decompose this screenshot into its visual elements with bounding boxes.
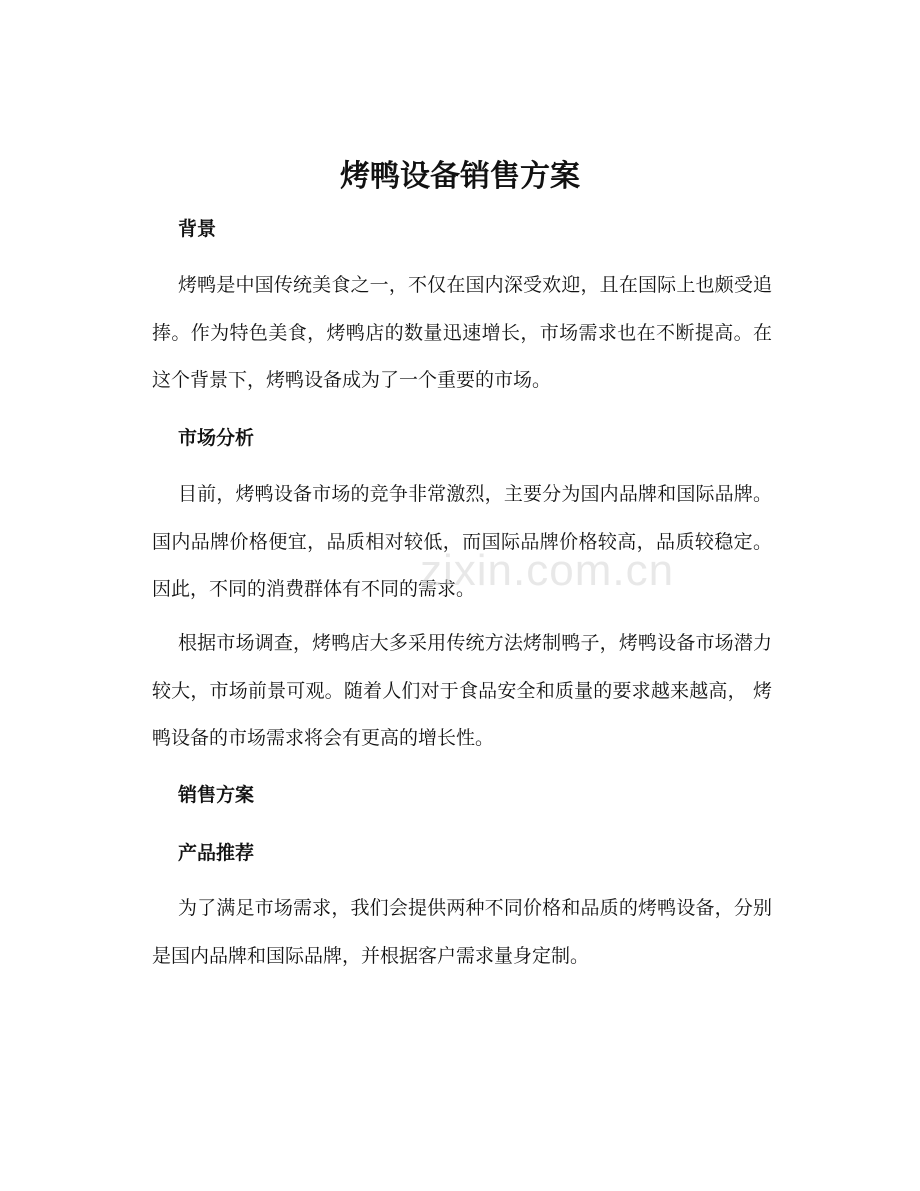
section-heading-sales-plan: 销售方案 [178,784,255,806]
section-heading-background: 背景 [178,218,217,240]
paragraph-market-analysis-1: 目前，烤鸭设备市场的竞争非常激烈，主要分为国内品牌和国际品牌。国内品牌价格便宜，品质相对较低，而国际品牌价格较高，品质较稳定。因此，不同的消费群体有不同的需求。 [152,483,772,600]
document-title: 烤鸭设备销售方案 [340,159,580,194]
section-heading-market-analysis: 市场分析 [178,427,255,449]
section-heading-product-recommendation: 产品推荐 [178,842,255,864]
paragraph-background: 烤鸭是中国传统美食之一，不仅在国内深受欢迎，且在国际上也颇受追捧。作为特色美食，烤鸭店的数量迅速增长，市场需求也在不断提高。在这个背景下，烤鸭设备成为了一个重要的市场。 [152,274,772,391]
paragraph-market-analysis-2: 根据市场调查，烤鸭店大多采用传统方法烤制鸭子，烤鸭设备市场潜力较大，市场前景可观。随着人们对于食品安全和质量的要求越来越高， 烤鸭设备的市场需求将会有更高的增长性。 [152,632,772,749]
watermark: zixin.com.cn [420,546,675,595]
paragraph-product-recommendation: 为了满足市场需求，我们会提供两种不同价格和品质的烤鸭设备，分别是国内品牌和国际品牌，并根据客户需求量身定制。 [152,897,772,967]
